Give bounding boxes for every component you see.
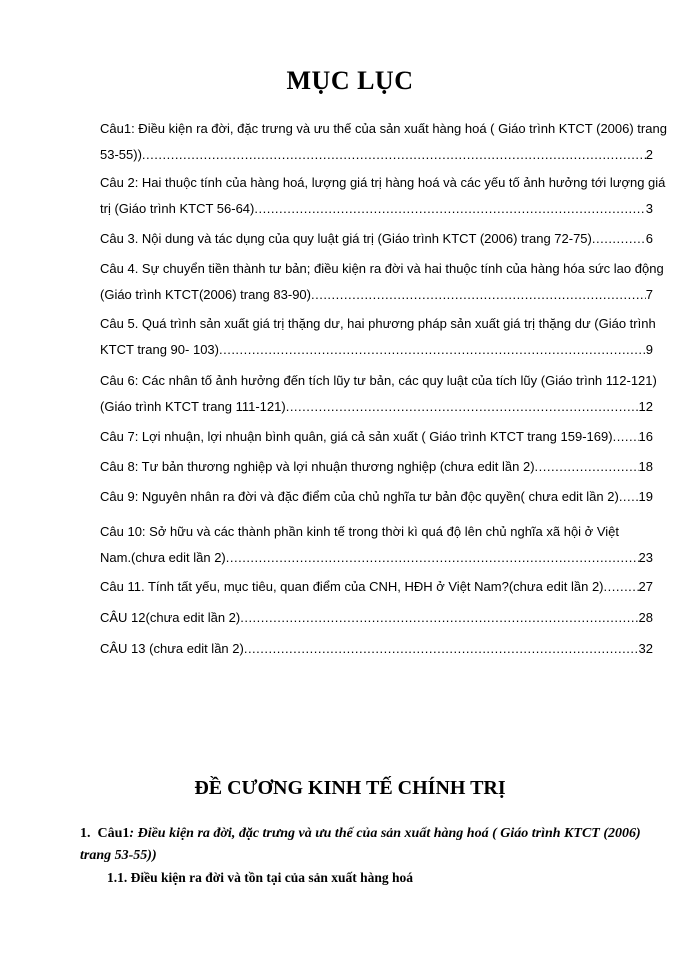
toc-entry-line2: (Giáo trình KTCT trang 111-121) [100, 399, 286, 414]
toc-leader-dots [311, 282, 646, 308]
toc-leader-dots [613, 424, 639, 450]
toc-entry-line2: KTCT trang 90- 103) [100, 342, 219, 357]
toc-entry-line2: 53-55)) [100, 147, 142, 162]
toc-entry-leader-line [100, 142, 653, 168]
toc-title: MỤC LỤC [286, 66, 414, 95]
toc-entry-leader-line [100, 282, 653, 308]
toc-entry-page: 12 [638, 399, 653, 414]
toc-entry-line1: Câu 6: Các nhân tố ảnh hưởng đến tích lũy tư bản, các quy luật của tích lũy (Giáo trình 112-121) [100, 373, 657, 388]
section-separator: : [129, 826, 135, 841]
toc-entry-page: 9 [645, 342, 653, 357]
toc-leader-dots [592, 226, 646, 252]
toc-entry-line2: Câu 11. Tính tất yếu, mục tiêu, quan điểm của CNH, HĐH ở Việt Nam?(chưa edit lần 2) [100, 579, 604, 594]
toc-entry-line1: Câu 4. Sự chuyển tiền thành tư bản; điều kiện ra đời và hai thuộc tính của hàng hóa sức lao động [100, 261, 664, 276]
toc-entry[interactable] [100, 636, 653, 662]
toc-entry-leader-line [100, 605, 653, 631]
toc-entry-line2: trị (Giáo trình KTCT 56-64) [100, 201, 255, 216]
toc-entry-page: 19 [638, 489, 653, 504]
toc-entry-line2: CÂU 12(chưa edit lần 2) [100, 610, 241, 625]
toc-entry-page: 2 [645, 147, 653, 162]
toc-leader-dots [226, 545, 639, 571]
toc-entry-page: 23 [638, 550, 653, 565]
toc-entry-leader-line [100, 196, 653, 222]
toc-entry-page: 28 [638, 610, 653, 625]
toc-entry[interactable] [100, 256, 664, 308]
toc-entry-page: 6 [645, 231, 653, 246]
toc-entry-page: 18 [638, 459, 653, 474]
toc-leader-dots [286, 394, 639, 420]
toc-entry-page: 3 [645, 201, 653, 216]
section-title-text: Điều kiện ra đời, đặc trưng và ưu thế của sản xuất hàng hoá ( Giáo trình KTCT (2006) trang 53-55)) [80, 826, 641, 863]
toc-entry-leader-line [100, 484, 653, 510]
toc-entry[interactable] [100, 170, 666, 222]
toc-entry[interactable] [100, 226, 653, 252]
toc-entry-leader-line [100, 545, 653, 571]
toc-entry-leader-line [100, 337, 653, 363]
section-number: 1. [80, 826, 91, 841]
toc-entry-line2: Nam.(chưa edit lần 2) [100, 550, 226, 565]
toc-entry-line2: Câu 8: Tư bản thương nghiệp và lợi nhuận thương nghiệp (chưa edit lần 2) [100, 459, 535, 474]
toc-leader-dots [254, 196, 645, 222]
subsection-heading: 1.1. Điều kiện ra đời và tồn tại của sản xuất hàng hoá [107, 870, 414, 885]
toc-entry-page: 16 [638, 429, 653, 444]
toc-entry[interactable] [100, 605, 653, 631]
section-label: Câu1 [97, 826, 130, 841]
toc-entry[interactable] [100, 519, 653, 571]
toc-entry-leader-line [100, 636, 653, 662]
toc-leader-dots [219, 337, 646, 363]
toc-leader-dots [240, 605, 638, 631]
toc-entry-line1: Câu 10: Sở hữu và các thành phần kinh tế trong thời kì quá độ lên chủ nghĩa xã hội ở Việt [100, 524, 619, 539]
toc-leader-dots [619, 484, 639, 510]
section-heading-1 [80, 823, 660, 867]
toc-entry-line1: Câu 2: Hai thuộc tính của hàng hoá, lượng giá trị hàng hoá và các yếu tố ảnh hưởng tới lượng giá [100, 175, 666, 190]
toc-entry[interactable] [100, 368, 657, 420]
toc-entry[interactable] [100, 574, 653, 600]
toc-entry-leader-line [100, 454, 653, 480]
toc-leader-dots [604, 574, 639, 600]
toc-leader-dots [535, 454, 639, 480]
toc-entry-leader-line [100, 574, 653, 600]
toc-entry-line2: Câu 9: Nguyên nhân ra đời và đặc điểm của chủ nghĩa tư bản độc quyền( chưa edit lần 2) [100, 489, 619, 504]
toc-entry-line2: CÂU 13 (chưa edit lần 2) [100, 641, 244, 656]
toc-entry-page: 7 [645, 287, 653, 302]
toc-entry[interactable] [100, 116, 667, 168]
toc-entry-line1: Câu1: Điều kiện ra đời, đặc trưng và ưu thế của sản xuất hàng hoá ( Giáo trình KTCT (2006) trang [100, 121, 667, 136]
document-title: ĐỀ CƯƠNG KINH TẾ CHÍNH TRỊ [194, 777, 506, 799]
toc-entry-page: 32 [638, 641, 653, 656]
toc-entry[interactable] [100, 311, 656, 363]
toc-entry-page: 27 [638, 579, 653, 594]
toc-entry-line2: Câu 7: Lợi nhuận, lợi nhuận bình quân, giá cả sản xuất ( Giáo trình KTCT trang 159-169) [100, 429, 613, 444]
toc-entry[interactable] [100, 454, 653, 480]
toc-leader-dots [244, 636, 639, 662]
toc-entry-leader-line [100, 424, 653, 450]
toc-entry-leader-line [100, 394, 653, 420]
toc-entry[interactable] [100, 424, 653, 450]
toc-leader-dots [142, 142, 646, 168]
toc-entry-line2: (Giáo trình KTCT(2006) trang 83-90) [100, 287, 311, 302]
toc-entry-line2: Câu 3. Nội dung và tác dụng của quy luật giá trị (Giáo trình KTCT (2006) trang 72-75) [100, 231, 592, 246]
toc-entry-line1: Câu 5. Quá trình sản xuất giá trị thặng dư, hai phương pháp sản xuất giá trị thặng dư (Giáo trình [100, 316, 656, 331]
toc-entry-leader-line [100, 226, 653, 252]
toc-entry[interactable] [100, 484, 653, 510]
